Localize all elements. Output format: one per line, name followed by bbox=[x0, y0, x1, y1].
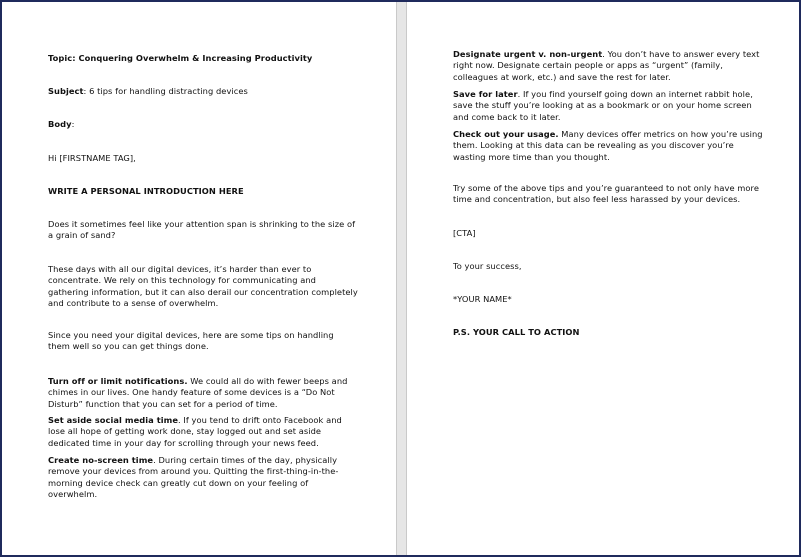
ps-call-to-action: P.S. YOUR CALL TO ACTION bbox=[453, 327, 580, 337]
intro-placeholder: WRITE A PERSONAL INTRODUCTION HERE bbox=[48, 186, 244, 196]
tip-usage bbox=[453, 129, 763, 163]
tip-title: Save for later bbox=[453, 89, 518, 99]
subject-label: Subject bbox=[48, 86, 84, 96]
cta-placeholder: [CTA] bbox=[453, 228, 476, 238]
subject-text: : 6 tips for handling distracting devices bbox=[83, 86, 248, 96]
body-colon: : bbox=[71, 119, 75, 129]
tip-title: Set aside social media time bbox=[48, 415, 178, 425]
tip-text: . You don’t have to answer every text right now. Designate certain people or apps as “urgent” (family, colleagues at work, etc.) and save the rest for later. bbox=[453, 49, 760, 82]
tip-title: Create no-screen time bbox=[48, 455, 154, 465]
page-1 bbox=[2, 2, 396, 555]
tip-urgent bbox=[453, 49, 763, 83]
tip-text: Many devices offer metrics on how you’re using them. Looking at this data can be revealing as you discover you’re wasting more time than you thought. bbox=[453, 129, 763, 162]
paragraph-tips-intro: Since you need your digital devices, here are some tips on handling them well so you can get things done. bbox=[48, 330, 334, 352]
page-gutter bbox=[396, 2, 407, 555]
body-label: Body bbox=[48, 119, 72, 129]
topic-line: Topic: Conquering Overwhelm & Increasing Productivity bbox=[48, 53, 313, 63]
tip-title: Designate urgent v. non-urgent bbox=[453, 49, 603, 59]
closing-paragraph: Try some of the above tips and you’re guaranteed to not only have more time and concentration, but also feel less harassed by your devices. bbox=[453, 183, 759, 205]
tip-text: . If you tend to drift onto Facebook and lose all hope of getting work done, stay logged out and set aside dedicated time in your day for scrolling through your news feed. bbox=[48, 415, 342, 448]
tip-text: We could all do with fewer beeps and chimes in our lives. One handy feature of some devices is a “Do Not Disturb” function that you can set for a period of time. bbox=[48, 376, 348, 409]
tip-social-media bbox=[48, 415, 358, 449]
tip-text: . If you find yourself going down an internet rabbit hole, save the stuff you’re looking at as a bookmark or on your home screen and come back to it later. bbox=[453, 89, 753, 122]
tip-title: Check out your usage. bbox=[453, 129, 559, 139]
your-name-placeholder: *YOUR NAME* bbox=[453, 294, 512, 304]
tip-notifications bbox=[48, 376, 358, 410]
tip-title: Turn off or limit notifications. bbox=[48, 376, 188, 386]
greeting: Hi [FIRSTNAME TAG], bbox=[48, 153, 136, 163]
document-viewer bbox=[2, 2, 799, 555]
tip-text: . During certain times of the day, physically remove your devices from around you. Quitting the first-thing-in-the-morning device check can greatly cut down on your feeling of overwhelm. bbox=[48, 455, 339, 499]
tip-save-later bbox=[453, 89, 763, 123]
subject-line bbox=[48, 86, 358, 97]
paragraph-attention-span: Does it sometimes feel like your attention span is shrinking to the size of a grain of sand? bbox=[48, 219, 356, 241]
body-label-line bbox=[48, 119, 358, 130]
tip-no-screen bbox=[48, 455, 358, 500]
paragraph-digital-devices: These days with all our digital devices, it’s harder than ever to concentrate. We rely on this technology for communicating and gathering information, but it can also derail our concentration completely and contribute to a sense of overwhelm. bbox=[48, 264, 358, 308]
page-2 bbox=[407, 2, 799, 555]
signoff: To your success, bbox=[453, 261, 522, 271]
